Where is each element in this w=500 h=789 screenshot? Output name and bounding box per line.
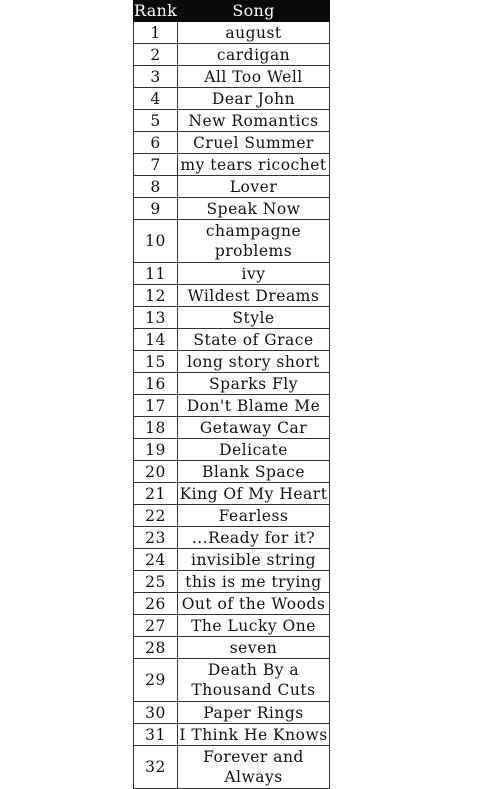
song-cell: Forever and Always xyxy=(178,746,330,789)
rank-column-header: Rank xyxy=(134,1,178,20)
table-row xyxy=(134,724,330,746)
song-cell: Lover xyxy=(178,176,330,198)
table-row xyxy=(134,329,330,351)
table-row xyxy=(134,198,330,220)
table-row xyxy=(134,746,330,789)
table-row xyxy=(134,88,330,110)
song-cell: Getaway Car xyxy=(178,417,330,439)
song-cell: this is me trying xyxy=(178,571,330,593)
song-cell: cardigan xyxy=(178,44,330,66)
song-cell: Don't Blame Me xyxy=(178,395,330,417)
table-row xyxy=(134,176,330,198)
rank-cell: 29 xyxy=(134,659,178,702)
song-ranking-table xyxy=(133,0,330,789)
rank-cell: 13 xyxy=(134,307,178,329)
table-row xyxy=(134,461,330,483)
table-row xyxy=(134,220,330,263)
table-row xyxy=(134,263,330,285)
rank-cell: 26 xyxy=(134,593,178,615)
table-row xyxy=(134,505,330,527)
song-cell: Wildest Dreams xyxy=(178,285,330,307)
rank-cell: 19 xyxy=(134,439,178,461)
table-row xyxy=(134,483,330,505)
table-row xyxy=(134,593,330,615)
song-cell: ivy xyxy=(178,263,330,285)
song-cell: ...Ready for it? xyxy=(178,527,330,549)
rank-cell: 16 xyxy=(134,373,178,395)
rank-cell: 4 xyxy=(134,88,178,110)
rank-cell: 9 xyxy=(134,198,178,220)
rank-cell: 28 xyxy=(134,637,178,659)
song-cell: Sparks Fly xyxy=(178,373,330,395)
rank-cell: 20 xyxy=(134,461,178,483)
rank-cell: 27 xyxy=(134,615,178,637)
rank-cell: 18 xyxy=(134,417,178,439)
rank-cell: 3 xyxy=(134,66,178,88)
table-row xyxy=(134,285,330,307)
rank-cell: 2 xyxy=(134,44,178,66)
table-row xyxy=(134,307,330,329)
rank-cell: 6 xyxy=(134,132,178,154)
table-row xyxy=(134,549,330,571)
rank-cell: 17 xyxy=(134,395,178,417)
table-row xyxy=(134,44,330,66)
rank-cell: 21 xyxy=(134,483,178,505)
song-cell: Speak Now xyxy=(178,198,330,220)
song-cell: august xyxy=(178,22,330,44)
table-body xyxy=(134,22,330,789)
song-cell: my tears ricochet xyxy=(178,154,330,176)
song-cell: Delicate xyxy=(178,439,330,461)
song-cell: Paper Rings xyxy=(178,702,330,724)
table-row xyxy=(134,615,330,637)
rank-cell: 15 xyxy=(134,351,178,373)
table-row xyxy=(134,702,330,724)
table-row xyxy=(134,659,330,702)
song-cell: The Lucky One xyxy=(178,615,330,637)
table-row xyxy=(134,395,330,417)
song-cell: Out of the Woods xyxy=(178,593,330,615)
song-cell: Style xyxy=(178,307,330,329)
song-cell: champagne problems xyxy=(178,220,330,263)
song-cell: Cruel Summer xyxy=(178,132,330,154)
song-cell: Dear John xyxy=(178,88,330,110)
table-row xyxy=(134,637,330,659)
rank-cell: 30 xyxy=(134,702,178,724)
song-cell: Death By a Thousand Cuts xyxy=(178,659,330,702)
table-row xyxy=(134,527,330,549)
song-column-header: Song xyxy=(178,1,330,22)
rank-cell: 24 xyxy=(134,549,178,571)
song-cell: All Too Well xyxy=(178,66,330,88)
table-row xyxy=(134,110,330,132)
table-row xyxy=(134,66,330,88)
song-cell: invisible string xyxy=(178,549,330,571)
song-cell: I Think He Knows xyxy=(179,725,328,744)
rank-cell: 31 xyxy=(134,724,178,746)
rank-cell: 5 xyxy=(134,110,178,132)
rank-cell: 32 xyxy=(134,746,178,789)
table-row xyxy=(134,154,330,176)
table-header-row xyxy=(134,1,330,22)
song-cell: Blank Space xyxy=(178,461,330,483)
rank-cell: 8 xyxy=(134,176,178,198)
song-cell: long story short xyxy=(178,351,330,373)
song-cell: Fearless xyxy=(178,505,330,527)
table-row xyxy=(134,417,330,439)
rank-cell: 1 xyxy=(134,22,178,44)
rank-cell: 11 xyxy=(134,263,178,285)
song-cell: King Of My Heart xyxy=(178,483,330,505)
table-row xyxy=(134,22,330,44)
rank-cell: 22 xyxy=(134,505,178,527)
rank-cell: 25 xyxy=(134,571,178,593)
rank-cell: 7 xyxy=(134,154,178,176)
table-row xyxy=(134,373,330,395)
rank-cell: 10 xyxy=(134,220,178,263)
table-row xyxy=(134,439,330,461)
song-cell: State of Grace xyxy=(178,329,330,351)
song-cell: New Romantics xyxy=(178,110,330,132)
table-row xyxy=(134,132,330,154)
table-row xyxy=(134,351,330,373)
rank-cell: 14 xyxy=(134,329,178,351)
rank-cell: 23 xyxy=(134,527,178,549)
song-cell: seven xyxy=(178,637,330,659)
table-row xyxy=(134,571,330,593)
rank-cell: 12 xyxy=(134,285,178,307)
